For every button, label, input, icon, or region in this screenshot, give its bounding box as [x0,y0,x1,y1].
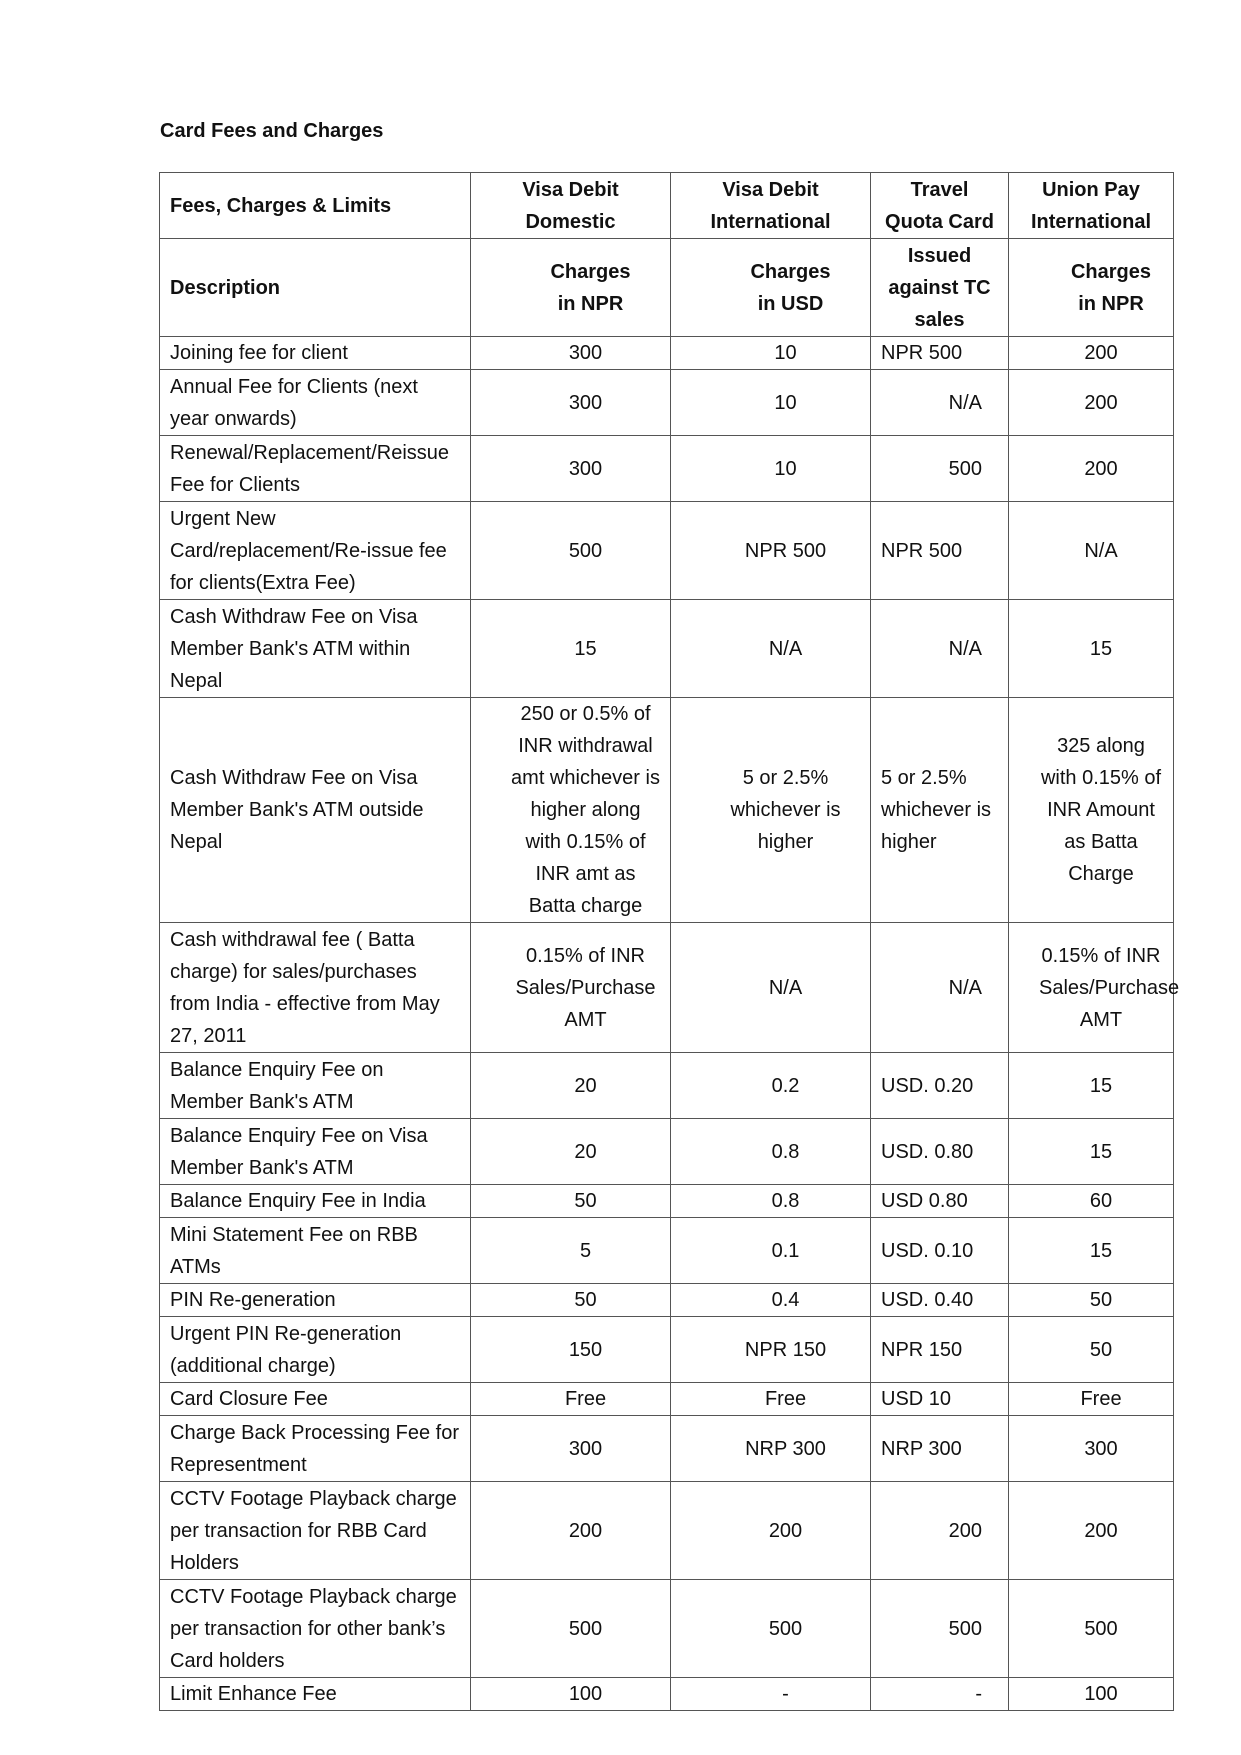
row-description: PIN Re-generation [160,1284,471,1317]
cell-union-pay: 200 [1009,370,1174,436]
cell-visa-debit-domestic: 15 [471,600,671,698]
cell-visa-debit-international: 0.2 [671,1053,871,1119]
cell-travel-quota: NRP 300 [871,1416,1009,1482]
table-row [160,370,1174,436]
cell-travel-quota: USD. 0.10 [871,1218,1009,1284]
table-row [160,502,1174,600]
cell-visa-debit-international: NRP 300 [671,1416,871,1482]
header-row-1 [160,173,1174,239]
header-charges-usd: Charges in USD [671,239,871,337]
cell-travel-quota: USD 10 [871,1383,1009,1416]
cell-union-pay: 15 [1009,1218,1174,1284]
table-row [160,1185,1174,1218]
cell-travel-quota: 500 [871,1580,1009,1678]
cell-visa-debit-domestic: 300 [471,1416,671,1482]
cell-visa-debit-domestic: 300 [471,337,671,370]
cell-visa-debit-international: Free [671,1383,871,1416]
cell-travel-quota: 500 [871,436,1009,502]
row-description: Cash withdrawal fee ( Batta charge) for sales/purchases from India - effective from May 27, 2011 [160,923,471,1053]
row-description: Cash Withdraw Fee on Visa Member Bank's ATM outside Nepal [160,698,471,923]
cell-travel-quota: USD. 0.80 [871,1119,1009,1185]
cell-visa-debit-domestic: 500 [471,1580,671,1678]
cell-visa-debit-international: 200 [671,1482,871,1580]
cell-visa-debit-domestic: 50 [471,1185,671,1218]
cell-visa-debit-international: 0.4 [671,1284,871,1317]
cell-union-pay: 15 [1009,1053,1174,1119]
table-row [160,1218,1174,1284]
cell-visa-debit-domestic: 150 [471,1317,671,1383]
row-description: Annual Fee for Clients (next year onwards) [160,370,471,436]
row-description: Joining fee for client [160,337,471,370]
table-row [160,1482,1174,1580]
cell-union-pay: 325 along with 0.15% of INR Amount as Batta Charge [1009,698,1174,923]
cell-visa-debit-domestic: 20 [471,1053,671,1119]
table-row [160,1284,1174,1317]
row-description: Balance Enquiry Fee on Member Bank's ATM [160,1053,471,1119]
cell-visa-debit-domestic: 300 [471,370,671,436]
cell-visa-debit-international: NPR 150 [671,1317,871,1383]
table-row [160,1053,1174,1119]
cell-visa-debit-international: - [671,1678,871,1711]
cell-visa-debit-international: 0.1 [671,1218,871,1284]
cell-union-pay: 50 [1009,1284,1174,1317]
table-row [160,1383,1174,1416]
table-row [160,1416,1174,1482]
table-row [160,1678,1174,1711]
cell-visa-debit-international: 500 [671,1580,871,1678]
header-issued-against-tc: Issued against TC sales [871,239,1009,337]
cell-union-pay: 500 [1009,1580,1174,1678]
cell-visa-debit-domestic: 100 [471,1678,671,1711]
table-row [160,923,1174,1053]
cell-union-pay: 60 [1009,1185,1174,1218]
header-travel-quota: Travel Quota Card [871,173,1009,239]
row-description: Mini Statement Fee on RBB ATMs [160,1218,471,1284]
cell-travel-quota: N/A [871,370,1009,436]
row-description: Balance Enquiry Fee in India [160,1185,471,1218]
header-fees-label: Fees, Charges & Limits [160,173,471,239]
header-union-charges-npr: Charges in NPR [1009,239,1174,337]
cell-union-pay: 100 [1009,1678,1174,1711]
cell-visa-debit-domestic: 50 [471,1284,671,1317]
cell-union-pay: 200 [1009,1482,1174,1580]
cell-visa-debit-international: 0.8 [671,1119,871,1185]
header-description: Description [160,239,471,337]
cell-visa-debit-international: N/A [671,600,871,698]
cell-travel-quota: N/A [871,923,1009,1053]
cell-union-pay: N/A [1009,502,1174,600]
cell-travel-quota: NPR 500 [871,337,1009,370]
cell-visa-debit-domestic: 20 [471,1119,671,1185]
cell-travel-quota: NPR 150 [871,1317,1009,1383]
row-description: Charge Back Processing Fee for Representment [160,1416,471,1482]
cell-union-pay: 15 [1009,1119,1174,1185]
cell-visa-debit-domestic: 250 or 0.5% of INR withdrawal amt whichever is higher along with 0.15% of INR amt as Batta charge [471,698,671,923]
row-description: Balance Enquiry Fee on Visa Member Bank's ATM [160,1119,471,1185]
row-description: CCTV Footage Playback charge per transaction for other bank’s Card holders [160,1580,471,1678]
row-description: CCTV Footage Playback charge per transaction for RBB Card Holders [160,1482,471,1580]
cell-visa-debit-domestic: 300 [471,436,671,502]
fees-table [159,172,1180,1711]
cell-union-pay: 50 [1009,1317,1174,1383]
header-union-pay: Union Pay International [1009,173,1174,239]
cell-visa-debit-international: 10 [671,337,871,370]
row-description: Cash Withdraw Fee on Visa Member Bank's ATM within Nepal [160,600,471,698]
cell-visa-debit-international: NPR 500 [671,502,871,600]
cell-visa-debit-domestic: Free [471,1383,671,1416]
cell-union-pay: 200 [1009,436,1174,502]
cell-visa-debit-domestic: 5 [471,1218,671,1284]
row-description: Renewal/Replacement/Reissue Fee for Clients [160,436,471,502]
table-row [160,337,1174,370]
table-row [160,436,1174,502]
cell-travel-quota: USD 0.80 [871,1185,1009,1218]
row-description: Urgent PIN Re-generation (additional charge) [160,1317,471,1383]
cell-visa-debit-international: 0.8 [671,1185,871,1218]
cell-travel-quota: N/A [871,600,1009,698]
header-visa-debit-international: Visa Debit International [671,173,871,239]
header-charges-npr: Charges in NPR [471,239,671,337]
cell-travel-quota: 5 or 2.5% whichever is higher [871,698,1009,923]
cell-visa-debit-international: N/A [671,923,871,1053]
cell-travel-quota: USD. 0.20 [871,1053,1009,1119]
page-title: Card Fees and Charges [160,120,384,142]
row-description: Urgent New Card/replacement/Re-issue fee for clients(Extra Fee) [160,502,471,600]
cell-visa-debit-domestic: 500 [471,502,671,600]
cell-union-pay: 15 [1009,600,1174,698]
cell-travel-quota: 200 [871,1482,1009,1580]
cell-travel-quota: - [871,1678,1009,1711]
cell-union-pay: 300 [1009,1416,1174,1482]
table-row [160,600,1174,698]
cell-travel-quota: NPR 500 [871,502,1009,600]
header-row-2 [160,239,1174,337]
table-row [160,698,1174,923]
cell-visa-debit-domestic: 0.15% of INR Sales/Purchase AMT [471,923,671,1053]
cell-visa-debit-international: 10 [671,370,871,436]
cell-union-pay: Free [1009,1383,1174,1416]
row-description: Card Closure Fee [160,1383,471,1416]
cell-visa-debit-domestic: 200 [471,1482,671,1580]
header-visa-debit-domestic: Visa Debit Domestic [471,173,671,239]
table-row [160,1580,1174,1678]
cell-travel-quota: USD. 0.40 [871,1284,1009,1317]
table-row [160,1317,1174,1383]
cell-visa-debit-international: 5 or 2.5% whichever is higher [671,698,871,923]
cell-union-pay: 0.15% of INR Sales/Purchase AMT [1009,923,1174,1053]
row-description: Limit Enhance Fee [160,1678,471,1711]
table-row [160,1119,1174,1185]
cell-union-pay: 200 [1009,337,1174,370]
cell-visa-debit-international: 10 [671,436,871,502]
